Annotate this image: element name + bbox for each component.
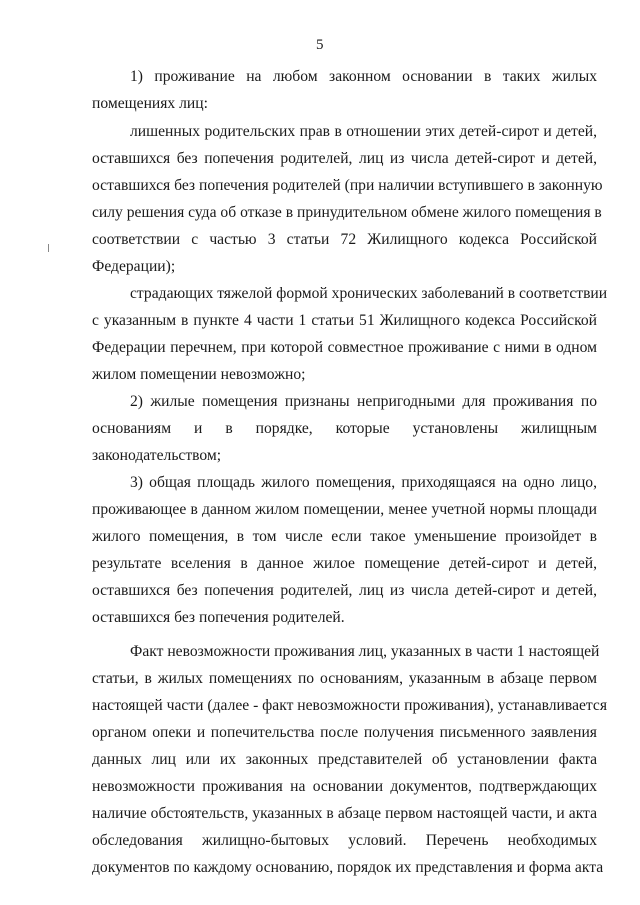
text-line: силу решения суда об отказе в принудительном обмене жилого помещения в [92, 204, 602, 221]
text-line: законодательством; [92, 447, 222, 464]
text-line: оставшихся без попечения родителей. [92, 609, 345, 626]
text-line: соответствии с частью 3 статьи 72 Жилищного кодекса Российской [92, 231, 597, 248]
text-line: документов по каждому основанию, порядок их представления и форма акта [92, 859, 604, 876]
text-line: 2) жилые помещения признаны непригодными для проживания по [130, 393, 597, 410]
text-line: оставшихся без попечения родителей, лиц из числа детей-сирот и детей, [92, 582, 597, 599]
page-number: 5 [316, 37, 324, 53]
text-line: данных лиц или их законных представителей об установлении факта [92, 751, 597, 768]
text-line: органом опеки и попечительства после получения письменного заявления [92, 724, 597, 741]
text-line: статьи, в жилых помещениях по основаниям, указанным в абзаце первом [92, 670, 597, 687]
text-line: настоящей части (далее - факт невозможности проживания), устанавливается [92, 697, 608, 714]
text-line: результате вселения в данное жилое помещение детей-сирот и детей, [92, 555, 597, 572]
text-line: оставшихся без попечения родителей, лиц из числа детей-сирот и детей, [92, 150, 597, 167]
text-line: жилом помещении невозможно; [92, 366, 306, 383]
text-line: жилого помещения, в том числе если такое уменьшение произойдет в [92, 528, 597, 545]
text-line: 3) общая площадь жилого помещения, приходящаяся на одно лицо, [130, 474, 597, 491]
text-line: основаниям и в порядке, которые установлены жилищным [92, 420, 597, 437]
text-line: лишенных родительских прав в отношении этих детей-сирот и детей, [130, 123, 597, 140]
text-line: обследования жилищно-бытовых условий. Перечень необходимых [92, 832, 597, 849]
text-line: с указанным в пункте 4 части 1 статьи 51 Жилищного кодекса Российской [92, 312, 597, 329]
text-line: оставшихся без попечения родителей (при наличии вступившего в законную [92, 177, 603, 194]
text-line: проживающее в данном жилом помещении, менее учетной нормы площади [92, 501, 597, 518]
margin-mark [48, 244, 49, 252]
text-line: Федерации перечнем, при которой совместное проживание с ними в одном [92, 339, 597, 356]
text-line: наличие обстоятельств, указанных в абзаце первом настоящей части, и акта [92, 805, 597, 822]
text-line: Федерации); [92, 258, 176, 275]
text-line: 1) проживание на любом законном основании в таких жилых [130, 68, 597, 85]
text-line: страдающих тяжелой формой хронических заболеваний в соответствии [130, 285, 608, 302]
text-line: невозможности проживания на основании документов, подтверждающих [92, 778, 597, 795]
text-line: Факт невозможности проживания лиц, указанных в части 1 настоящей [130, 643, 600, 660]
text-line: помещениях лиц: [92, 95, 208, 112]
